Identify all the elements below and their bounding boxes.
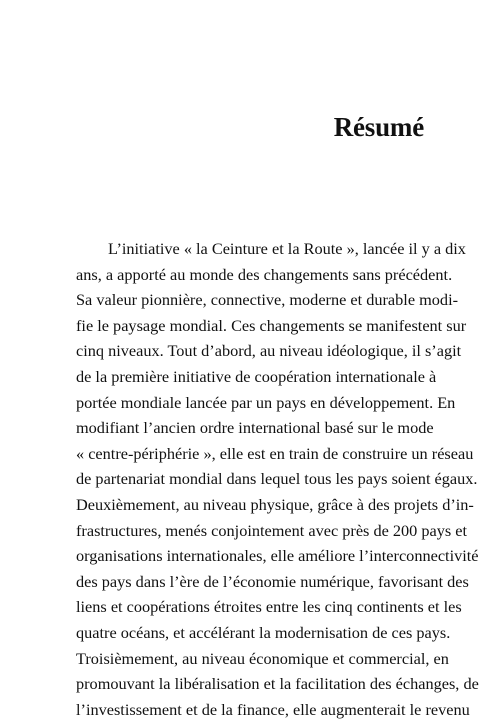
paragraph-line: L’initiative « la Ceinture et la Route », lancée il y a dix <box>108 239 466 258</box>
paragraph-line: promouvant la libéralisation et la facilitation des échanges, de <box>76 674 479 694</box>
paragraph-line: fie le paysage mondial. Ces changements se manifestent sur <box>76 315 467 335</box>
paragraph-line: Deuxièmement, au niveau physique, grâce à des projets d’in- <box>76 494 474 514</box>
paragraph-line: cinq niveaux. Tout d’abord, au niveau idéologique, il s’agit <box>76 341 462 361</box>
paragraph-line: de partenariat mondial dans lequel tous les pays soient égaux. <box>76 469 478 489</box>
paragraph-line: Troisièmement, au niveau économique et commercial, en <box>76 648 449 668</box>
paragraph-line: des pays dans l’ère de l’économie numérique, favorisant des <box>76 571 469 591</box>
page-title: Résumé <box>333 112 424 142</box>
paragraph-line: de la première initiative de coopération internationale à <box>76 366 437 386</box>
paragraph-line: frastructures, menés conjointement avec près de 200 pays et <box>76 520 468 540</box>
paragraph-line: organisations internationales, elle améliore l’interconnectivité <box>76 546 479 566</box>
paragraph-line: « centre-périphérie », elle est en train de construire un réseau <box>76 443 474 463</box>
paragraph-line: portée mondiale lancée par un pays en développement. En <box>76 392 456 412</box>
paragraph-line: liens et coopérations étroites entre les cinq continents et les <box>76 597 462 617</box>
summary-paragraph <box>76 236 479 722</box>
paragraph-line: ans, a apporté au monde des changements sans précédent. <box>76 264 453 284</box>
paragraph-line: Sa valeur pionnière, connective, moderne et durable modi- <box>76 290 459 310</box>
paragraph-line: quatre océans, et accélérant la modernisation de ces pays. <box>76 622 451 642</box>
paragraph-line: l’investissement et de la finance, elle augmenterait le revenu <box>76 699 470 719</box>
paragraph-line: modifiant l’ancien ordre international basé sur le mode <box>76 418 434 438</box>
